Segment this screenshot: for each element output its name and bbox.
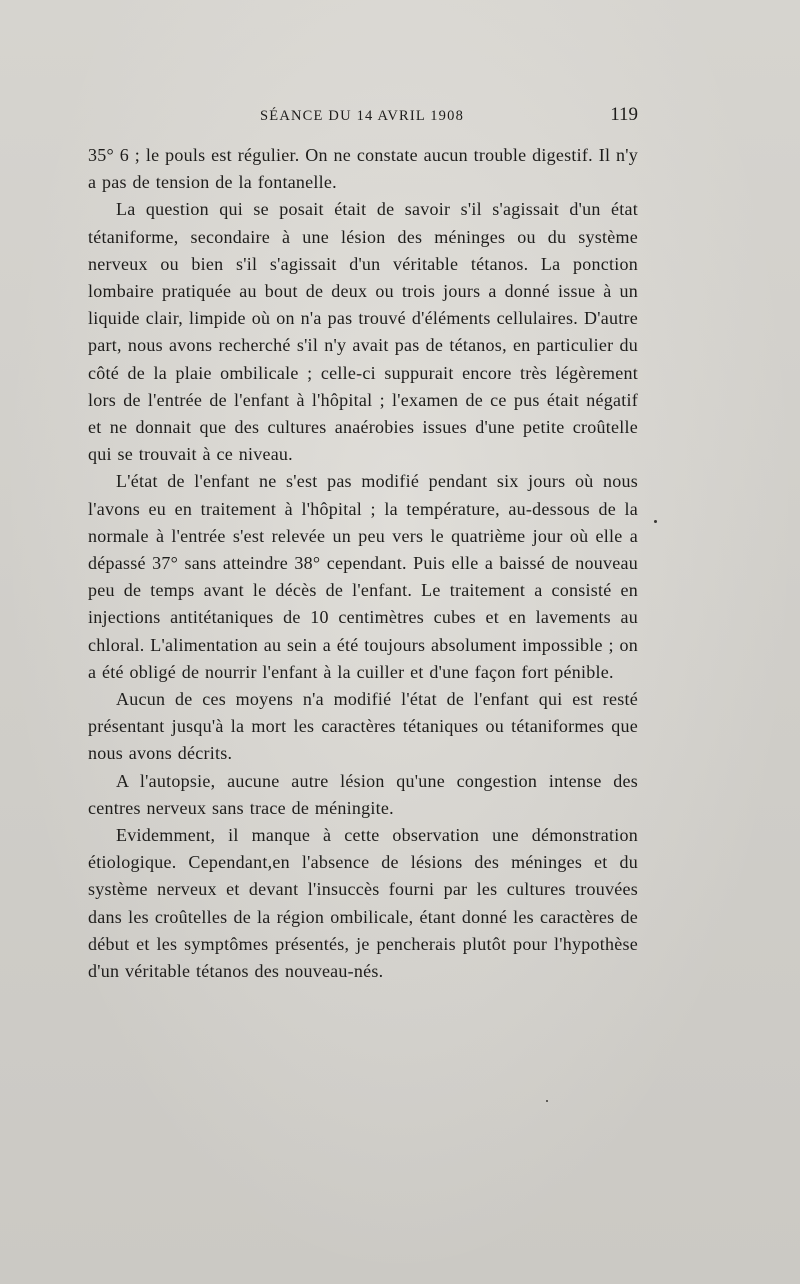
body-text [88, 142, 638, 985]
page-number: 119 [610, 104, 638, 125]
paragraph-3: L'état de l'enfant ne s'est pas modifié pendant six jours où nous l'avons eu en traitement à l'hôpital ; la température, au-dessous de la normale à l'entrée s'est relevée un peu vers le quatrième jour où elle a dépassé 37° sans atteindre 38° cependant. Puis elle a baissé de nouveau peu de temps avant le décès de l'enfant. Le traitement a consisté en injections antitétaniques de 10 centimètres cubes et en lavements au chloral. L'alimentation au sein a été toujours absolument impossible ; on a été obligé de nourrir l'enfant à la cuiller et d'une façon fort pénible. [88, 471, 638, 682]
paper-speck [654, 520, 657, 523]
paragraph-5: A l'autopsie, aucune autre lésion qu'une congestion intense des centres nerveux sans trace de méningite. [88, 770, 638, 818]
paragraph-1: 35° 6 ; le pouls est régulier. On ne constate aucun trouble digestif. Il n'y a pas de tension de la fontanelle. [88, 145, 638, 193]
paragraph-2: La question qui se posait était de savoir s'il s'agissait d'un état tétaniforme, secondaire à une lésion des méninges ou du système nerveux ou bien s'il s'agissait d'un véritable tétanos. La ponction lombaire pratiquée au bout de deux ou trois jours a donné issue à un liquide clair, limpide où on n'a pas trouvé d'éléments cellulaires. D'autre part, nous avons recherché s'il n'y avait pas de tétanos, en particulier du côté de la plaie ombilicale ; celle-ci suppurait encore très légèrement lors de l'entrée de l'enfant à l'hôpital ; l'examen de ce pus était négatif et ne donnait que des cultures anaérobies issues d'une petite croûtelle qui se trouvait à ce niveau. [88, 199, 638, 465]
running-title: SÉANCE DU 14 AVRIL 1908 [260, 108, 465, 124]
paragraph-4: Aucun de ces moyens n'a modifié l'état de l'enfant qui est resté présentant jusqu'à la mort les caractères tétaniques ou tétaniformes que nous avons décrits. [88, 689, 638, 764]
paper-speck [546, 1100, 548, 1102]
page-header [88, 104, 638, 130]
paragraph-6: Evidemment, il manque à cette observation une démonstration étiologique. Cependant,en l'absence de lésions des méninges et du système nerveux et devant l'insuccès fourni par les cultures trouvées dans les croûtelles de la région ombilicale, étant donné les caractères de début et les symptômes présentés, je pencherais plutôt pour l'hypothèse d'un véritable tétanos des nouveau-nés. [88, 825, 638, 982]
